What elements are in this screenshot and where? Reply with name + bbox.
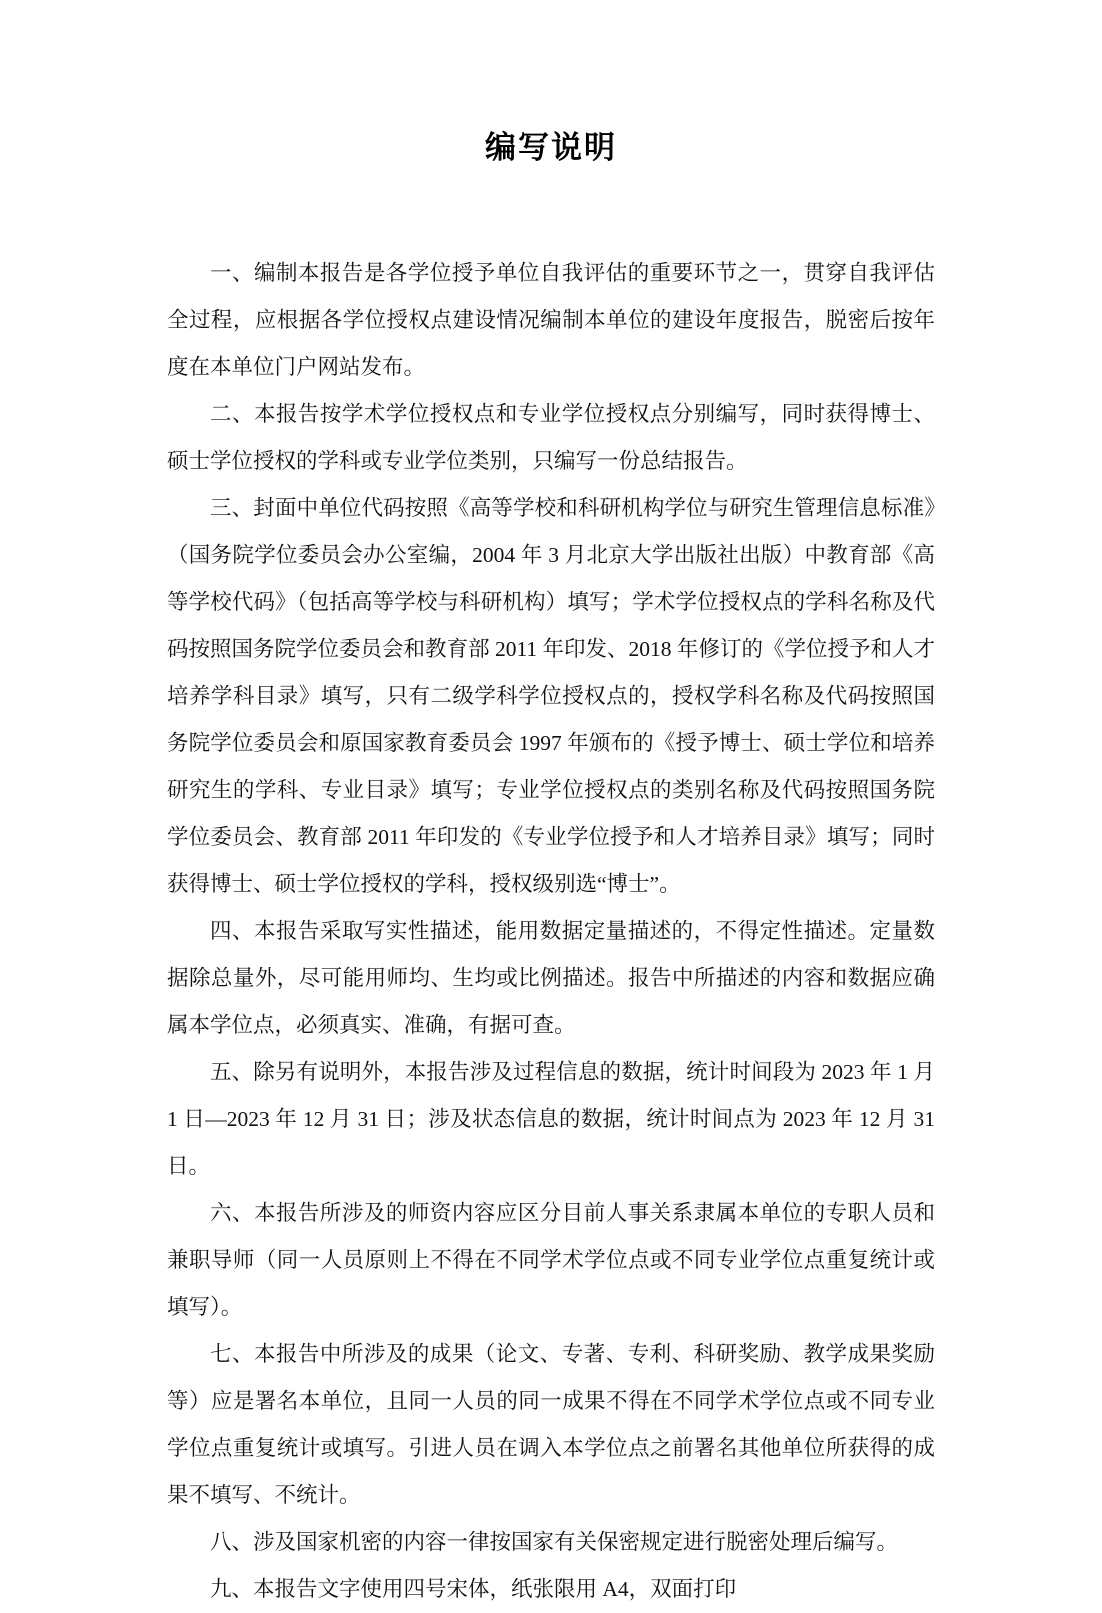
paragraph: 六、本报告所涉及的师资内容应区分目前人事关系隶属本单位的专职人员和兼职导师（同一人员原则上不得在不同学术学位点或不同专业学位点重复统计或填写）。 [167, 1201, 935, 1319]
paragraph: 三、封面中单位代码按照《高等学校和科研机构学位与研究生管理信息标准》（国务院学位委员会办公室编，2004 年 3 月北京大学出版社出版）中教育部《高等学校代码》（包括高等学校与科研机构）填写；学术学位授权点的学科名称及代码按照国务院学位委员会和教育部 2011 年印发、2018 年修订的《学位授予和人才培养学科目录》填写，只有二级学科学位授权点的，授权学科名称及代码按照国务院学位委员会和原国家教育委员会 1997 年颁布的《授予博士、硕士学位和培养研究生的学科、专业目录》填写；专业学位授权点的类别名称及代码按照国务院学位委员会、教育部 2011 年印发的《专业学位授予和人才培养目录》填写；同时获得博士、硕士学位授权的学科，授权级别选“博士”。 [167, 496, 935, 896]
document-body [167, 250, 935, 1613]
paragraph: 二、本报告按学术学位授权点和专业学位授权点分别编写，同时获得博士、硕士学位授权的学科或专业学位类别，只编写一份总结报告。 [167, 402, 935, 473]
paragraph: 一、编制本报告是各学位授予单位自我评估的重要环节之一，贯穿自我评估全过程，应根据各学位授权点建设情况编制本单位的建设年度报告，脱密后按年度在本单位门户网站发布。 [167, 261, 935, 379]
paragraph: 八、涉及国家机密的内容一律按国家有关保密规定进行脱密处理后编写。 [210, 1530, 899, 1554]
page-title: 编写说明 [485, 130, 617, 165]
paragraph: 四、本报告采取写实性描述，能用数据定量描述的，不得定性描述。定量数据除总量外，尽可能用师均、生均或比例描述。报告中所描述的内容和数据应确属本学位点，必须真实、准确，有据可查。 [167, 919, 935, 1037]
paragraph: 九、本报告文字使用四号宋体，纸张限用 A4，双面打印 [210, 1577, 737, 1601]
paragraph: 七、本报告中所涉及的成果（论文、专著、专利、科研奖励、教学成果奖励等）应是署名本单位，且同一人员的同一成果不得在不同学术学位点或不同专业学位点重复统计或填写。引进人员在调入本学位点之前署名其他单位所获得的成果不填写、不统计。 [167, 1342, 935, 1507]
paragraph: 五、除另有说明外，本报告涉及过程信息的数据，统计时间段为 2023 年 1 月 1 日—2023 年 12 月 31 日；涉及状态信息的数据，统计时间点为 2023 年 12 月 31 日。 [167, 1060, 935, 1178]
